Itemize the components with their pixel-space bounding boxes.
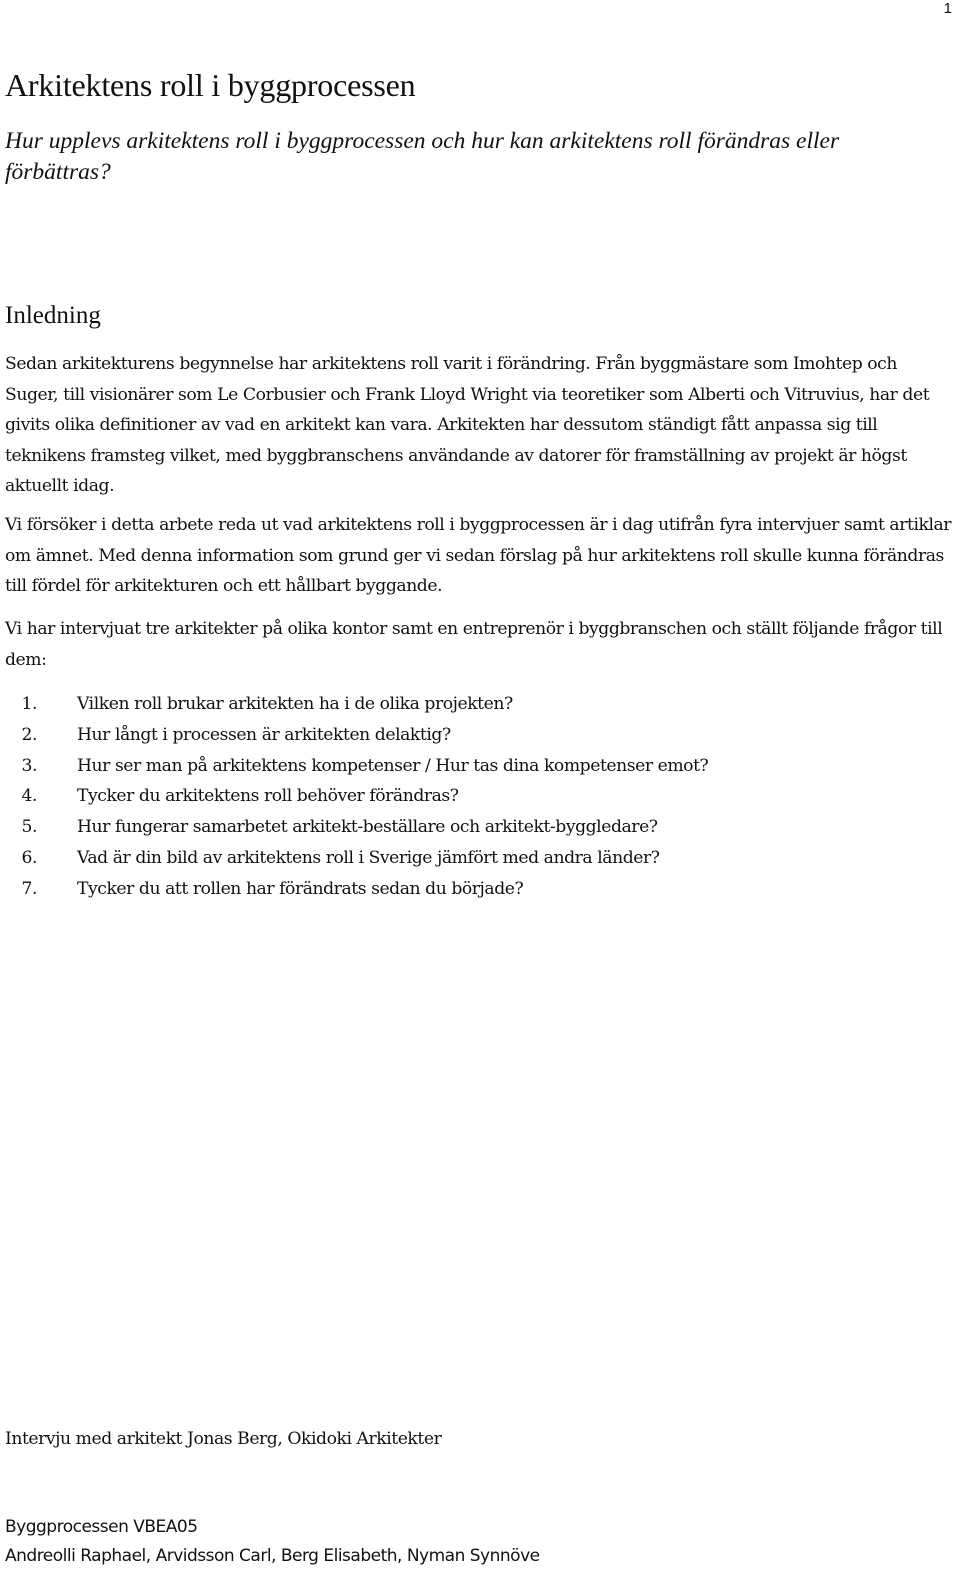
page-footer — [5, 1513, 540, 1571]
interview-heading: Intervju med arkitekt Jonas Berg, Okidoki Arkitekter — [5, 1429, 442, 1449]
document-title: Arkitektens roll i byggprocessen — [5, 67, 416, 103]
page-number: 1 — [943, 0, 952, 17]
list-item-number: 3. — [21, 755, 37, 776]
list-item-number: 1. — [21, 694, 37, 714]
list-item-number: 6. — [21, 847, 37, 868]
footer-course: Byggprocessen VBEA05 — [5, 1517, 198, 1537]
list-item — [5, 751, 708, 782]
list-item-text: Hur ser man på arkitektens kompetenser / Hur tas dina kompetenser emot? — [77, 755, 709, 776]
document-subtitle: Hur upplevs arkitektens roll i byggprocessen och hur kan arkitektens roll förändras eller förbättras? — [5, 128, 840, 185]
list-item-text: Tycker du att rollen har förändrats sedan du började? — [77, 878, 524, 899]
list-item-number: 5. — [21, 817, 37, 838]
list-item — [5, 874, 708, 905]
list-item — [5, 689, 708, 720]
list-item-number: 2. — [21, 724, 37, 745]
list-item-text: Hur fungerar samarbetet arkitekt-beställare och arkitekt-byggledare? — [77, 817, 658, 838]
intro-paragraph: Sedan arkitekturens begynnelse har arkitektens roll varit i förändring. Från byggmästare som Imohtep och Suger, till visionärer som Le Corbusier och Frank Lloyd Wright via teoretiker som Alberti och Vitruvius, har det givits olika definitioner av vad en arkitekt kan vara. Arkitekten har dessutom ständigt fått anpassa sig till teknikens framsteg vilket, med byggbranschens användande av datorer för framställning av projekt är högst aktuellt idag. — [5, 354, 930, 496]
section-heading-inledning: Inledning — [5, 302, 101, 329]
list-item-number: 4. — [21, 786, 37, 807]
footer-authors: Andreolli Raphael, Arvidsson Carl, Berg Elisabeth, Nyman Synnöve — [5, 1546, 540, 1566]
interview-question-list — [5, 689, 708, 905]
list-item — [5, 812, 708, 843]
list-item — [5, 781, 708, 812]
list-item-text: Vad är din bild av arkitektens roll i Sverige jämfört med andra länder? — [77, 847, 660, 868]
list-item — [5, 720, 708, 751]
purpose-paragraph: Vi försöker i detta arbete reda ut vad arkitektens roll i byggprocessen är i dag utifrån fyra intervjuer samt artiklar om ämnet. Med denna information som grund ger vi sedan förslag på hur arkitektens roll skulle kunna förändras till fördel för arkitekturen och ett hållbart byggande. — [5, 515, 952, 596]
list-item-text: Vilken roll brukar arkitekten ha i de olika projekten? — [77, 694, 513, 714]
method-paragraph: Vi har intervjuat tre arkitekter på olika kontor samt en entreprenör i byggbranschen och ställt följande frågor till dem: — [5, 619, 943, 670]
list-item-text: Tycker du arkitektens roll behöver förändras? — [77, 786, 459, 807]
list-item-text: Hur långt i processen är arkitekten delaktig? — [77, 724, 451, 745]
list-item — [5, 843, 708, 874]
list-item-number: 7. — [21, 878, 37, 899]
